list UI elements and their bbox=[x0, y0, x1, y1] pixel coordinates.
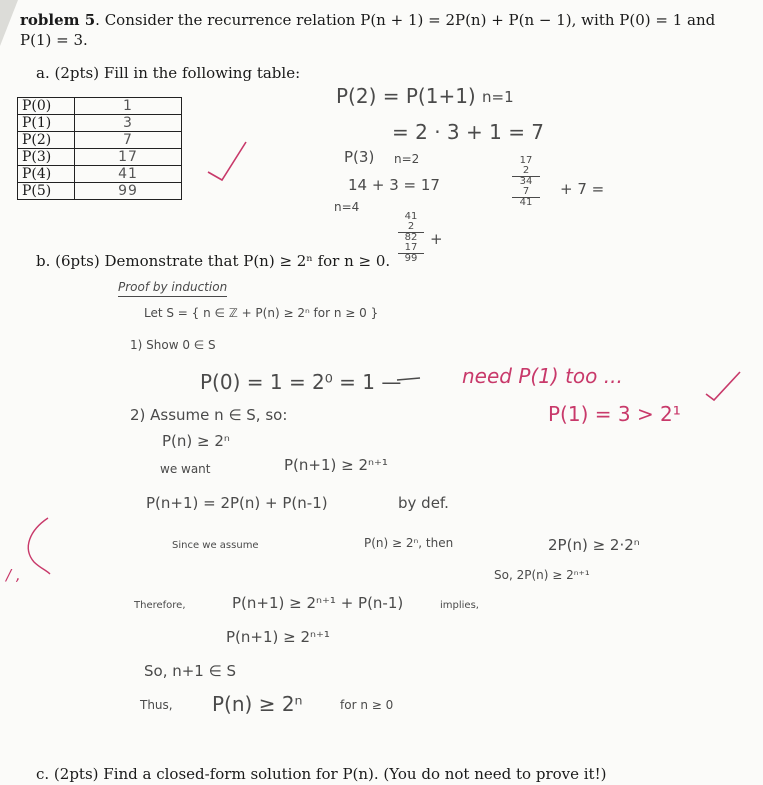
grader-score-mark: / , bbox=[6, 566, 21, 584]
problem-title: roblem 5 bbox=[20, 11, 96, 29]
proof-doubling: 2P(n) ≥ 2·2ⁿ bbox=[548, 536, 640, 554]
table-row: P(4) 41 bbox=[18, 166, 182, 183]
checkmark-icon bbox=[208, 142, 246, 180]
scratch-plus-seven: + 7 = bbox=[560, 180, 605, 198]
table-row: P(5) 99 bbox=[18, 183, 182, 200]
checkmark-icon bbox=[706, 372, 740, 400]
proof-implies: implies, bbox=[440, 600, 479, 611]
table-row: P(2) 7 bbox=[18, 132, 182, 149]
scratch-n-equals-4: n=4 bbox=[334, 200, 360, 214]
scratch-n-equals-2: n=2 bbox=[394, 152, 420, 166]
problem-statement-line2: P(1) = 3. bbox=[20, 31, 88, 49]
grader-note-need-p1: need P(1) too ... bbox=[462, 364, 623, 388]
bracket-mark bbox=[28, 518, 50, 574]
scratch-n-equals-1: n=1 bbox=[482, 88, 514, 106]
proof-assumption: 2) Assume n ∈ S, so: bbox=[130, 406, 288, 424]
proof-final-claim: P(n) ≥ 2ⁿ bbox=[212, 692, 303, 716]
scratch-p2-result: = 2 · 3 + 1 = 7 bbox=[392, 120, 545, 144]
proof-inductive-membership: So, n+1 ∈ S bbox=[144, 662, 236, 680]
proof-base-case-label: 1) Show 0 ∈ S bbox=[130, 338, 216, 352]
proof-hypothesis: P(n) ≥ 2ⁿ bbox=[162, 432, 230, 450]
part-b-prompt: b. (6pts) Demonstrate that P(n) ≥ 2ⁿ for n ≥ 0. bbox=[36, 252, 391, 270]
proof-since: Since we assume bbox=[172, 540, 259, 551]
scratch-p3: P(3) bbox=[344, 148, 375, 166]
proof-goal: P(n+1) ≥ 2ⁿ⁺¹ bbox=[284, 456, 388, 474]
part-a-prompt: a. (2pts) Fill in the following table: bbox=[36, 64, 301, 82]
proof-conclusion-inequality: P(n+1) ≥ 2ⁿ⁺¹ bbox=[226, 628, 330, 646]
proof-since-expr: P(n) ≥ 2ⁿ, then bbox=[364, 536, 454, 550]
part-c-prompt: c. (2pts) Find a closed-form solution for P(n). (You do not need to prove it!) bbox=[36, 765, 607, 783]
scratch-column-multiplication-2: 17 2 34 7 41 bbox=[512, 156, 540, 208]
scratch-p2-expansion: P(2) = P(1+1) bbox=[336, 84, 476, 108]
problem-statement-line1: roblem 5. Consider the recurrence relation P(n + 1) = 2P(n) + P(n − 1), with P(0) = 1 and bbox=[20, 11, 716, 29]
proof-so-doubling: So, 2P(n) ≥ 2ⁿ⁺¹ bbox=[494, 568, 590, 582]
proof-therefore-expr: P(n+1) ≥ 2ⁿ⁺¹ + P(n-1) bbox=[232, 594, 404, 612]
proof-base-case: P(0) = 1 = 2⁰ = 1 — bbox=[200, 370, 402, 394]
table-row: P(1) 3 bbox=[18, 115, 182, 132]
dash-mark bbox=[397, 378, 420, 380]
scratch-column-multiplication-1: 41 2 82 17 99 bbox=[398, 212, 424, 264]
proof-thus: Thus, bbox=[140, 698, 173, 712]
proof-therefore: Therefore, bbox=[134, 600, 186, 611]
scratch-plus-sign-1: + bbox=[430, 230, 443, 248]
proof-by-def: by def. bbox=[398, 494, 449, 512]
scratch-p3-result: 14 + 3 = 17 bbox=[348, 176, 440, 194]
table-row: P(0) 1 bbox=[18, 98, 182, 115]
proof-set-definition: Let S = { n ∈ ℤ + P(n) ≥ 2ⁿ for n ≥ 0 } bbox=[144, 306, 379, 320]
proof-heading: Proof by induction bbox=[118, 280, 227, 297]
proof-definition-step: P(n+1) = 2P(n) + P(n-1) bbox=[146, 494, 328, 512]
grader-note-p1-check: P(1) = 3 > 2¹ bbox=[548, 402, 681, 426]
proof-we-want: we want bbox=[160, 462, 211, 476]
proof-final-range: for n ≥ 0 bbox=[340, 698, 394, 712]
table-row: P(3) 17 bbox=[18, 149, 182, 166]
